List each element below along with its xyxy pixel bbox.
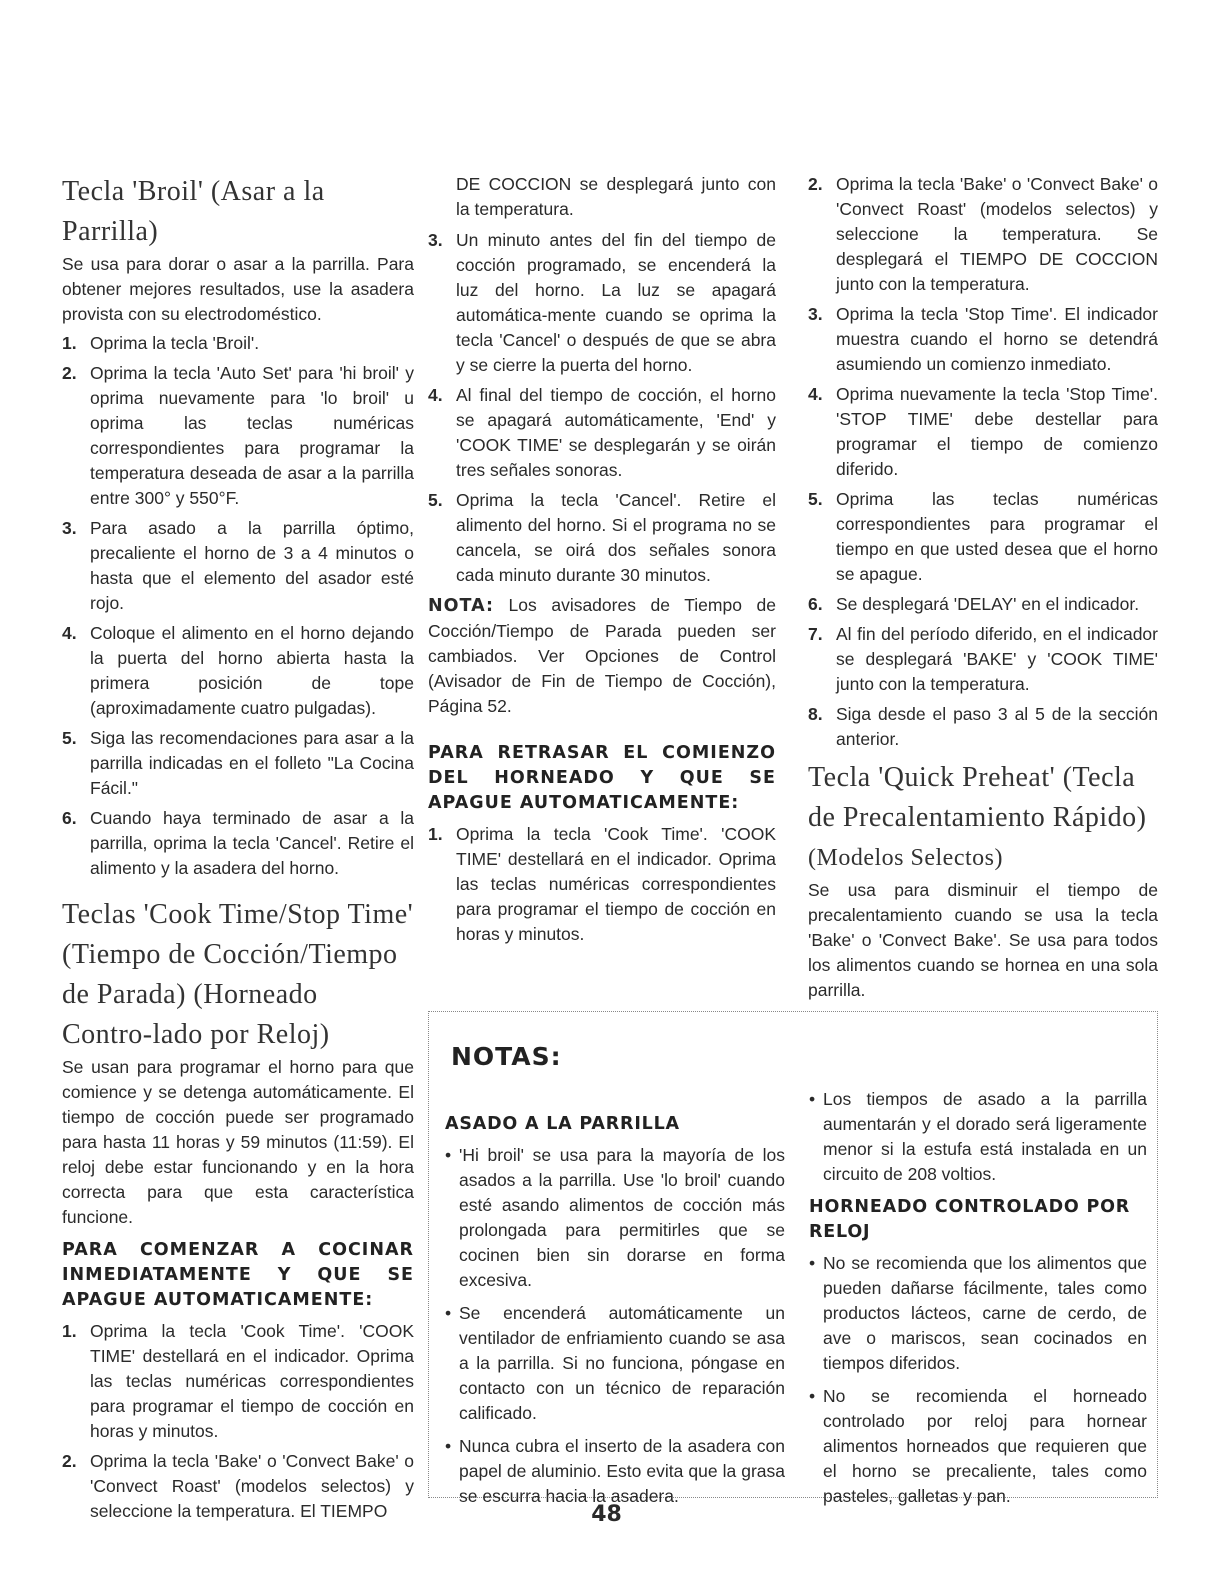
broil-notes-list-cont <box>809 1087 1147 1187</box>
cook-time-heading: Teclas 'Cook Time/Stop Time' (Tiempo de Cocción/Tiempo de Parada) (Horneado Contro-lado por Reloj) <box>62 899 414 1050</box>
step-text: Se desplegará 'DELAY' en el indicador. <box>836 594 1140 614</box>
list-item <box>808 382 1158 482</box>
start-now-steps-cont <box>428 228 776 588</box>
step-number: 6. <box>808 594 823 614</box>
cook-time-intro: Se usan para programar el horno para que comience y se detenga automáticamente. El tiempo de cocción puede ser programado para hasta 11 horas y 59 minutos (11:59). El reloj debe estar funcionando y en la hora correcta para que esta característica funcione. <box>62 1057 414 1227</box>
step-text: Oprima la tecla 'Stop Time'. El indicador muestra cuando el horno se detendrá asumiendo un comienzo inmediato. <box>836 304 1158 374</box>
column-left <box>62 172 414 1529</box>
step-number: 5. <box>62 728 77 748</box>
list-item <box>808 302 1158 377</box>
list-item <box>808 702 1158 752</box>
step-number: 2. <box>62 1451 77 1471</box>
notas-box <box>428 1011 1158 1506</box>
step-number: 5. <box>428 490 443 510</box>
list-item <box>62 806 414 881</box>
step-number: 5. <box>808 489 823 509</box>
list-item <box>62 361 414 511</box>
list-item <box>62 726 414 801</box>
step-text: Oprima la tecla 'Cook Time'. 'COOK TIME' destellará en el indicador. Oprima las teclas numéricas correspondientes para programar el tiempo de cocción en horas y minutos. <box>456 824 776 944</box>
list-item <box>62 516 414 616</box>
step-number: 3. <box>428 230 443 250</box>
step-number: 4. <box>808 384 823 404</box>
column-middle <box>428 172 776 952</box>
list-item <box>808 622 1158 697</box>
step-text: Al final del tiempo de cocción, el horno se apagará automáticamente, 'End' y 'COOK TIME' se desplegarán y se oirán tres señales sonoras. <box>456 385 776 480</box>
list-item: • No se recomienda que los alimentos que pueden dañarse fácilmente, tales como productos lácteos, carne de cerdo, de ave o mariscos, sean cocinados en tiempos diferidos. <box>809 1251 1147 1376</box>
page-number: 48 <box>591 1502 622 1527</box>
list-item: • No se recomienda el horneado controlado por reloj para hornear alimentos horneados que requieren que el horno se precaliente, tales como pasteles, galletas y pan. <box>809 1384 1147 1509</box>
list-item <box>62 1319 414 1444</box>
start-now-steps <box>62 1319 414 1524</box>
step-text: Siga las recomendaciones para asar a la parrilla indicadas en el folleto "La Cocina Fácil." <box>90 728 414 798</box>
list-item <box>428 228 776 378</box>
clock-bake-notes-list <box>809 1251 1147 1509</box>
step-number: 2. <box>808 174 823 194</box>
start-now-heading: PARA COMENZAR A COCINAR INMEDIATAMENTE Y QUE SE APAGUE AUTOMATICAMENTE: <box>62 1240 414 1310</box>
step-text: Oprima la tecla 'Bake' o 'Convect Bake' o 'Convect Roast' (modelos selectos) y seleccione la temperatura. El TIEMPO <box>90 1451 414 1521</box>
step-text: Oprima la tecla 'Cook Time'. 'COOK TIME' destellará en el indicador. Oprima las teclas numéricas correspondientes para programar el tiempo de cocción en horas y minutos. <box>90 1321 414 1441</box>
step-text: Para asado a la parrilla óptimo, precaliente el horno de 3 a 4 minutos o hasta que el elemento del asador esté rojo. <box>90 518 414 613</box>
step-number: 1. <box>428 824 443 844</box>
list-item: • Se encenderá automáticamente un ventilador de enfriamiento cuando se asa a la parrilla. Si no funciona, póngase en contacto con un técnico de reparación calificado. <box>445 1301 785 1426</box>
delay-steps-cont <box>808 172 1158 752</box>
step-text: Coloque el alimento en el horno dejando la puerta del horno abierta hasta la primera posición de tope (aproximadamente cuatro pulgadas). <box>90 623 414 718</box>
list-item <box>62 621 414 721</box>
list-item <box>428 383 776 483</box>
step-number: 2. <box>62 363 77 383</box>
nota-paragraph <box>428 593 776 719</box>
step-number: 6. <box>62 808 77 828</box>
step-text: Oprima la tecla 'Broil'. <box>90 333 260 353</box>
step-text: Al fin del período diferido, en el indicador se desplegará 'BAKE' y 'COOK TIME' junto con la temperatura. <box>836 624 1158 694</box>
step-number: 4. <box>62 623 77 643</box>
step-text: Oprima las teclas numéricas correspondientes para programar el tiempo en que usted desea que el horno se apague. <box>836 489 1158 584</box>
quick-preheat-heading: Tecla 'Quick Preheat' (Tecla de Precalentamiento Rápido) <box>808 762 1147 833</box>
list-item <box>428 488 776 588</box>
notas-left-column <box>445 1112 785 1517</box>
notas-title: NOTAS: <box>451 1042 562 1071</box>
list-item: • Los tiempos de asado a la parrilla aumentarán y el dorado será ligeramente menor si la estufa está instalada en un circuito de 208 voltios. <box>809 1087 1147 1187</box>
delay-heading: PARA RETRASAR EL COMIENZO DEL HORNEADO Y QUE SE APAGUE AUTOMATICAMENTE: <box>428 743 776 813</box>
list-item <box>808 592 1158 617</box>
step-number: 3. <box>62 518 77 538</box>
quick-preheat-text: Se usa para disminuir el tiempo de precalentamiento cuando se usa la tecla 'Bake' o 'Convect Bake'. Se usa para todos los alimentos cuando se hornea en una sola parrilla. <box>808 880 1158 1000</box>
nota-label: NOTA: <box>428 596 494 616</box>
list-item: • 'Hi broil' se usa para la mayoría de los asados a la parrilla. Use 'lo broil' cuando esté asando alimentos de cocción más prolongada para permitirles que se cocinen bien sin dorarse en forma excesiva. <box>445 1143 785 1293</box>
step-continuation: DE COCCION se desplegará junto con la temperatura. <box>456 174 776 219</box>
broil-notes-heading: ASADO A LA PARRILLA <box>445 1114 680 1134</box>
column-right <box>808 172 1158 1007</box>
broil-intro: Se usa para dorar o asar a la parrilla. Para obtener mejores resultados, use la asadera provista con su electrodoméstico. <box>62 254 414 324</box>
list-item <box>808 487 1158 587</box>
step-number: 3. <box>808 304 823 324</box>
step-text: Un minuto antes del fin del tiempo de cocción programado, se encenderá la luz del horno. La luz se apagará automática-mente cuando se oprima la tecla 'Cancel' o después de que se abra y se cierre la puerta del horno. <box>456 230 776 375</box>
step-number: 1. <box>62 1321 77 1341</box>
list-item: • Nunca cubra el inserto de la asadera con papel de aluminio. Esto evita que la grasa se escurra hacia la asadera. <box>445 1434 785 1509</box>
list-item <box>428 822 776 947</box>
nota-text: Los avisadores de Tiempo de Cocción/Tiempo de Parada pueden ser cambiados. Ver Opciones de Control (Avisador de Fin de Tiempo de Cocción), Página 52. <box>428 595 776 716</box>
clock-bake-notes-heading: HORNEADO CONTROLADO POR RELOJ <box>809 1197 1131 1242</box>
step-number: 7. <box>808 624 823 644</box>
step-number: 8. <box>808 704 823 724</box>
step-text: Oprima la tecla 'Cancel'. Retire el alimento del horno. Si el programa no se cancela, se oirá dos señales sonora cada minuto durante 30 minutos. <box>456 490 776 585</box>
step-text: Oprima nuevamente la tecla 'Stop Time'. 'STOP TIME' debe destellar para programar el tiempo de comienzo diferido. <box>836 384 1158 479</box>
broil-notes-list <box>445 1143 785 1509</box>
step-number: 1. <box>62 333 77 353</box>
delay-steps <box>428 822 776 947</box>
list-item <box>808 172 1158 297</box>
broil-heading: Tecla 'Broil' (Asar a la Parrilla) <box>62 176 325 247</box>
step-text: Oprima la tecla 'Bake' o 'Convect Bake' o 'Convect Roast' (modelos selectos) y seleccione la temperatura. Se desplegará el TIEMPO DE COCCION junto con la temperatura. <box>836 174 1158 294</box>
step-text: Siga desde el paso 3 al 5 de la sección anterior. <box>836 704 1158 749</box>
step-number: 4. <box>428 385 443 405</box>
step-text: Cuando haya terminado de asar a la parrilla, oprima la tecla 'Cancel'. Retire el alimento y la asadera del horno. <box>90 808 414 878</box>
broil-steps <box>62 331 414 881</box>
quick-preheat-subheading: (Modelos Selectos) <box>808 845 1003 871</box>
step-text: Oprima la tecla 'Auto Set' para 'hi broil' y oprima nuevamente para 'lo broil' u oprima las teclas numéricas correspondientes para programar la temperatura deseada de asar a la parrilla entre 300° y 550°F. <box>90 363 414 508</box>
list-item <box>62 331 414 356</box>
notas-right-column <box>809 1087 1147 1517</box>
